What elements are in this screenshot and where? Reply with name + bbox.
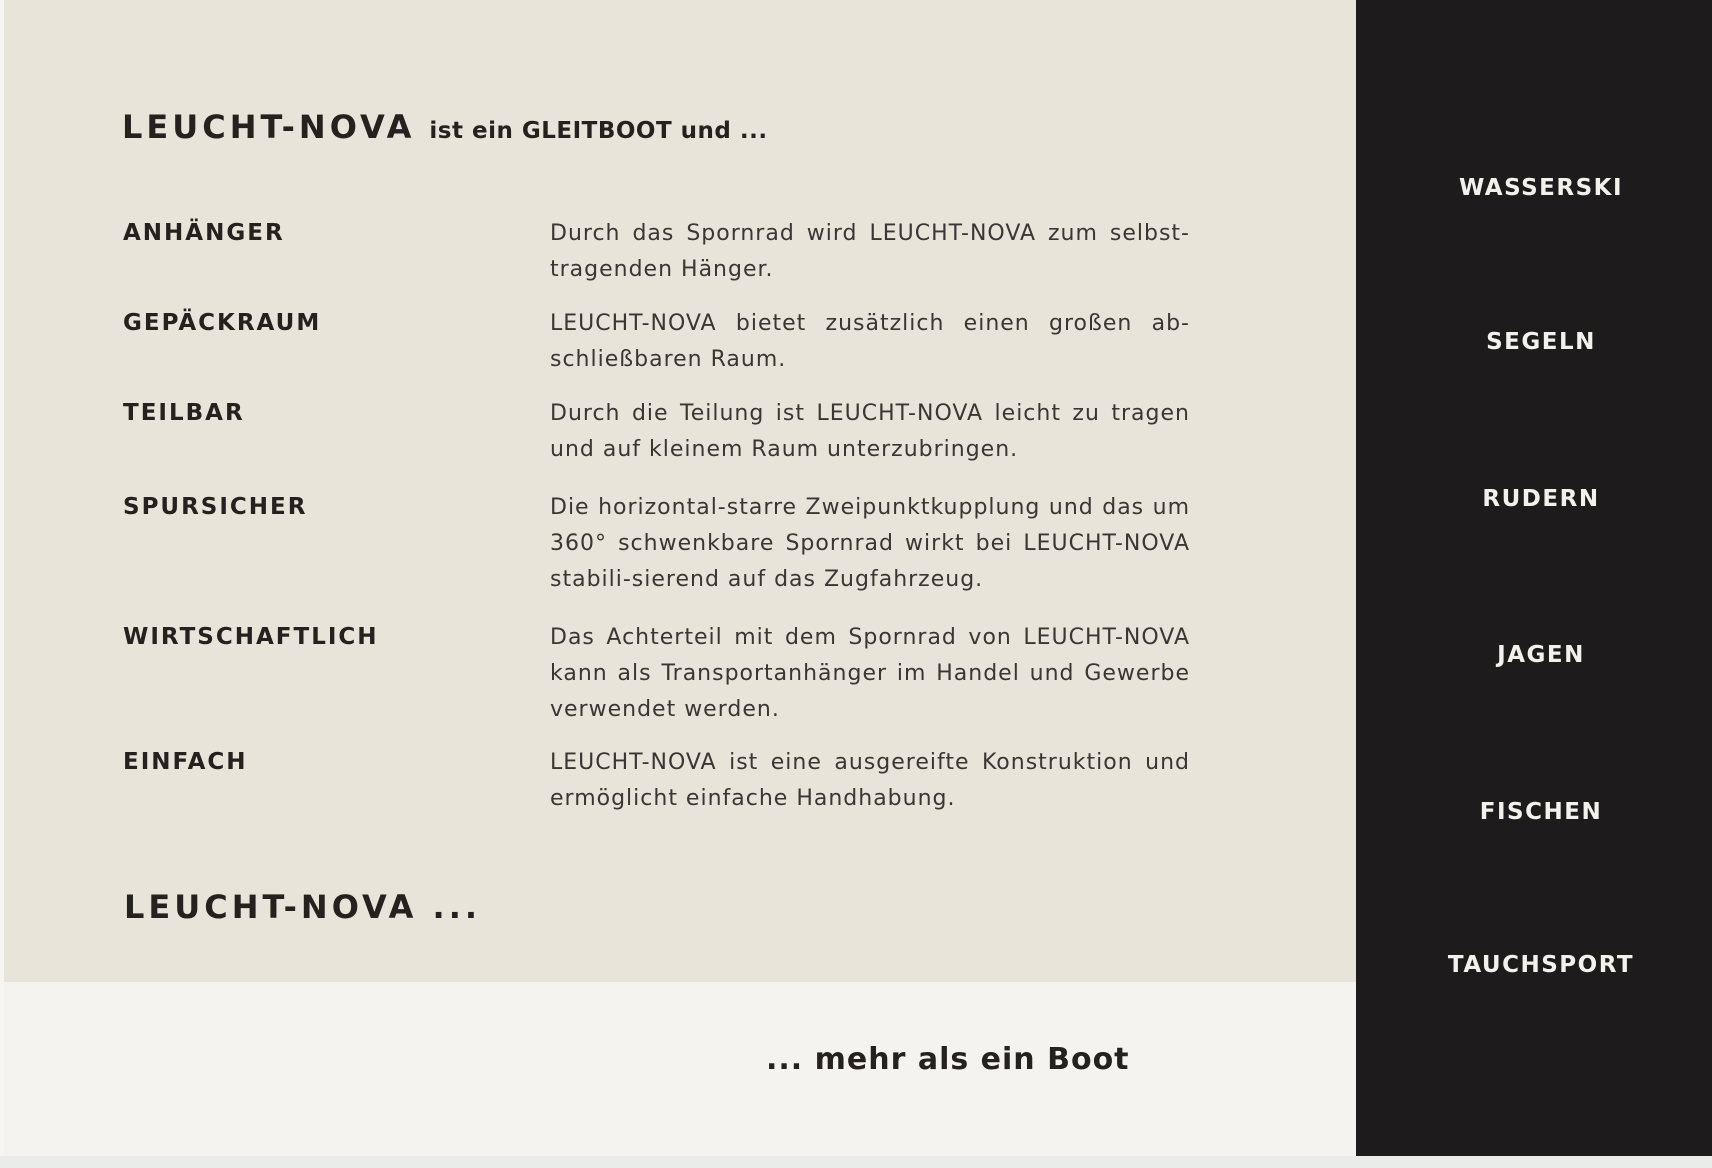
activity-jagen: JAGEN xyxy=(1497,642,1585,668)
activity-wasserski: WASSERSKI xyxy=(1458,175,1624,201)
title-subtitle: ist ein GLEITBOOT und ... xyxy=(429,118,768,144)
feature-description-gepaeckraum: LEUCHT-NOVA bietet zusätzlich einen großen ab-schließbaren Raum. xyxy=(550,311,1190,372)
feature-label-gepaeckraum: GEPÄCKRAUM xyxy=(123,310,322,336)
activity-segeln: SEGELN xyxy=(1486,329,1596,355)
feature-description-teilbar: Durch die Teilung ist LEUCHT-NOVA leicht zu tragen und auf kleinem Raum unterzubringen. xyxy=(550,401,1190,462)
page-title xyxy=(122,108,768,146)
feature-description-wirtschaftlich: Das Achterteil mit dem Spornrad von LEUCHT-NOVA kann als Transportanhänger im Handel und Gewerbe verwendet werden. xyxy=(550,625,1190,722)
tagline: ... mehr als ein Boot xyxy=(766,1042,1130,1077)
bottom-strip xyxy=(0,1156,1712,1168)
activities-sidebar xyxy=(1356,0,1712,1156)
activity-tauchsport: TAUCHSPORT xyxy=(1447,952,1635,978)
feature-description-einfach: LEUCHT-NOVA ist eine ausgereifte Konstruktion und ermöglicht einfache Handhabung. xyxy=(550,750,1190,811)
feature-label-anhaenger: ANHÄNGER xyxy=(123,220,285,246)
activity-fischen: FISCHEN xyxy=(1479,799,1603,825)
activity-rudern: RUDERN xyxy=(1482,486,1600,512)
feature-label-wirtschaftlich: WIRTSCHAFTLICH xyxy=(123,624,379,650)
feature-label-teilbar: TEILBAR xyxy=(123,400,245,426)
feature-label-einfach: EINFACH xyxy=(123,749,248,775)
title-brand: LEUCHT-NOVA xyxy=(122,108,416,146)
feature-description-spursicher: Die horizontal-starre Zweipunktkupplung und das um 360° schwenkbare Spornrad wirkt bei LEUCHT-NOVA stabili-sierend auf das Zugfahrzeug. xyxy=(550,495,1190,592)
feature-label-spursicher: SPURSICHER xyxy=(123,494,308,520)
lower-panel xyxy=(4,982,1356,1156)
feature-description-anhaenger: Durch das Spornrad wird LEUCHT-NOVA zum selbst-tragenden Hänger. xyxy=(550,221,1190,282)
closing-brand: LEUCHT-NOVA ... xyxy=(124,888,481,926)
